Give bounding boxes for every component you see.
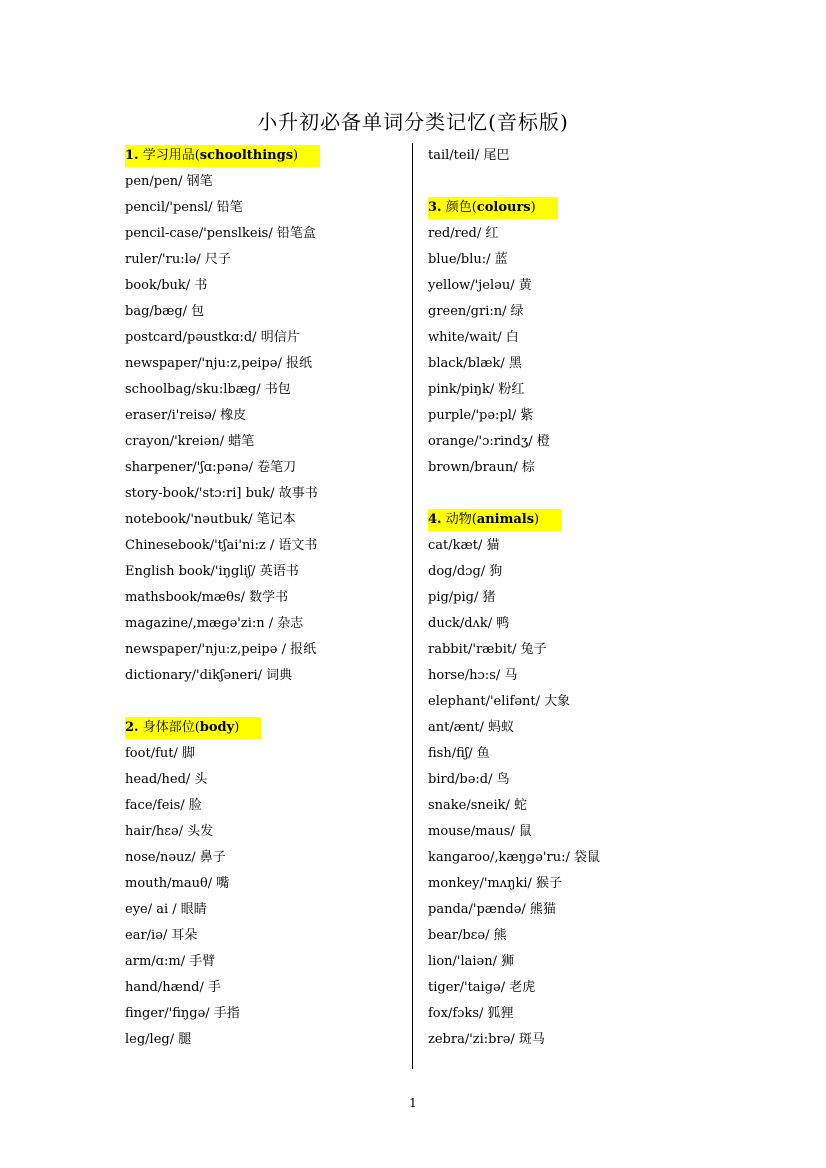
word-entry: mouth/mauθ/ 嘴 [125,876,230,891]
word-entry: rabbit/'ræbit/ 兔子 [428,642,547,657]
word-entry: red/red/ 红 [428,226,499,241]
word-entry: magazine/,mægə'zi:n / 杂志 [125,616,304,631]
word-entry: kangaroo/,kæŋgə'ru:/ 袋鼠 [428,850,600,865]
word-entry: Chinesebook/'tʃai'ni:z / 语文书 [125,538,318,553]
word-entry: pen/pen/ 钢笔 [125,174,213,189]
word-entry: newspaper/'nju:z,peipə / 报纸 [125,642,317,657]
word-entry: dictionary/'dikʃəneri/ 词典 [125,668,293,683]
word-entry: tail/teil/ 尾巴 [428,148,510,163]
section-heading-colours [428,195,678,221]
word-entry: leg/leg/ 腿 [125,1032,192,1047]
heading-highlight: 3. 颜色(colours) [428,197,558,219]
column-divider [412,143,413,1069]
word-entry: pig/pig/ 猪 [428,590,496,605]
word-entry: snake/sneik/ 蛇 [428,798,528,813]
section-heading-school [125,143,395,169]
word-entry: bag/bæg/ 包 [125,304,205,319]
heading-highlight: 2. 身体部位(body) [125,717,261,739]
word-entry: pencil/'pensl/ 铅笔 [125,200,243,215]
word-entry: sharpener/'ʃɑ:pənə/ 卷笔刀 [125,460,297,475]
word-entry: bear/bɛə/ 熊 [428,928,507,943]
spacer [428,169,678,195]
word-entry: eye/ ai / 眼睛 [125,902,207,917]
word-entry: face/feis/ 脸 [125,798,202,813]
word-entry: white/wait/ 白 [428,330,519,345]
word-entry: cat/kæt/ 猫 [428,538,500,553]
word-list-colours [428,221,678,481]
heading-highlight: 1. 学习用品(schoolthings) [125,145,320,167]
word-entry: purple/'pə:pl/ 紫 [428,408,534,423]
word-entry: nose/nəuz/ 鼻子 [125,850,226,865]
spacer [125,689,395,715]
spacer [428,481,678,507]
page-title: 小升初必备单词分类记忆(音标版) [257,110,569,134]
word-entry: mathsbook/mæθs/ 数学书 [125,590,289,605]
word-entry: story-book/'stɔ:ri] buk/ 故事书 [125,486,318,501]
word-entry: ant/ænt/ 蚂蚁 [428,720,515,735]
word-entry: fox/fɔks/ 狐狸 [428,1006,514,1021]
word-entry: monkey/'mʌŋki/ 猴子 [428,876,562,891]
word-entry: English book/'iŋgliʃ/ 英语书 [125,564,299,579]
word-entry: green/gri:n/ 绿 [428,304,524,319]
word-entry: dog/dɔg/ 狗 [428,564,503,579]
word-entry: elephant/'elifənt/ 大象 [428,694,571,709]
word-entry: book/buk/ 书 [125,278,208,293]
word-entry: arm/ɑ:m/ 手臂 [125,954,216,969]
word-entry: duck/dʌk/ 鸭 [428,616,510,631]
word-entry: postcard/pəustkɑ:d/ 明信片 [125,330,300,345]
word-entry: mouse/maus/ 鼠 [428,824,532,839]
word-entry: zebra/'zi:brə/ 斑马 [428,1032,545,1047]
word-entry: newspaper/'nju:z,peipə/ 报纸 [125,356,312,371]
word-entry: blue/blu:/ 蓝 [428,252,508,267]
word-entry: fish/fiʃ/ 鱼 [428,746,490,761]
right-column [428,143,678,1053]
word-entry: orange/'ɔ:rindʒ/ 橙 [428,434,550,449]
word-entry: bird/bə:d/ 鸟 [428,772,510,787]
word-entry: yellow/'jeləu/ 黄 [428,278,532,293]
word-entry: ruler/'ru:lə/ 尺子 [125,252,231,267]
word-entry: tiger/'taigə/ 老虎 [428,980,536,995]
word-entry: ear/iə/ 耳朵 [125,928,198,943]
word-entry: finger/'fiŋgə/ 手指 [125,1006,240,1021]
word-entry: hand/hænd/ 手 [125,980,221,995]
word-entry: eraser/i'reisə/ 橡皮 [125,408,247,423]
word-list-school [125,169,395,689]
word-entry: horse/hɔ:s/ 马 [428,668,518,683]
word-entry: black/blæk/ 黑 [428,356,522,371]
word-entry: schoolbag/sku:lbæg/ 书包 [125,382,291,397]
word-list-animals [428,533,678,1053]
word-entry: head/hed/ 头 [125,772,208,787]
section-heading-body [125,715,395,741]
word-entry: pink/piŋk/ 粉红 [428,382,525,397]
section-heading-animals [428,507,678,533]
heading-highlight: 4. 动物(animals) [428,509,561,531]
word-entry: panda/'pændə/ 熊猫 [428,902,556,917]
word-entry: brown/braun/ 棕 [428,460,535,475]
word-list-body [125,741,395,1053]
word-entry: foot/fut/ 脚 [125,746,195,761]
word-entry: hair/hɛə/ 头发 [125,824,214,839]
word-entry: notebook/'nəutbuk/ 笔记本 [125,512,296,527]
page-number: 1 [409,1096,417,1110]
word-entry: crayon/'kreiən/ 蜡笔 [125,434,255,449]
left-column [125,143,395,1053]
word-entry: pencil-case/'penslkeis/ 铅笔盒 [125,226,316,241]
word-entry: lion/'laiən/ 狮 [428,954,515,969]
